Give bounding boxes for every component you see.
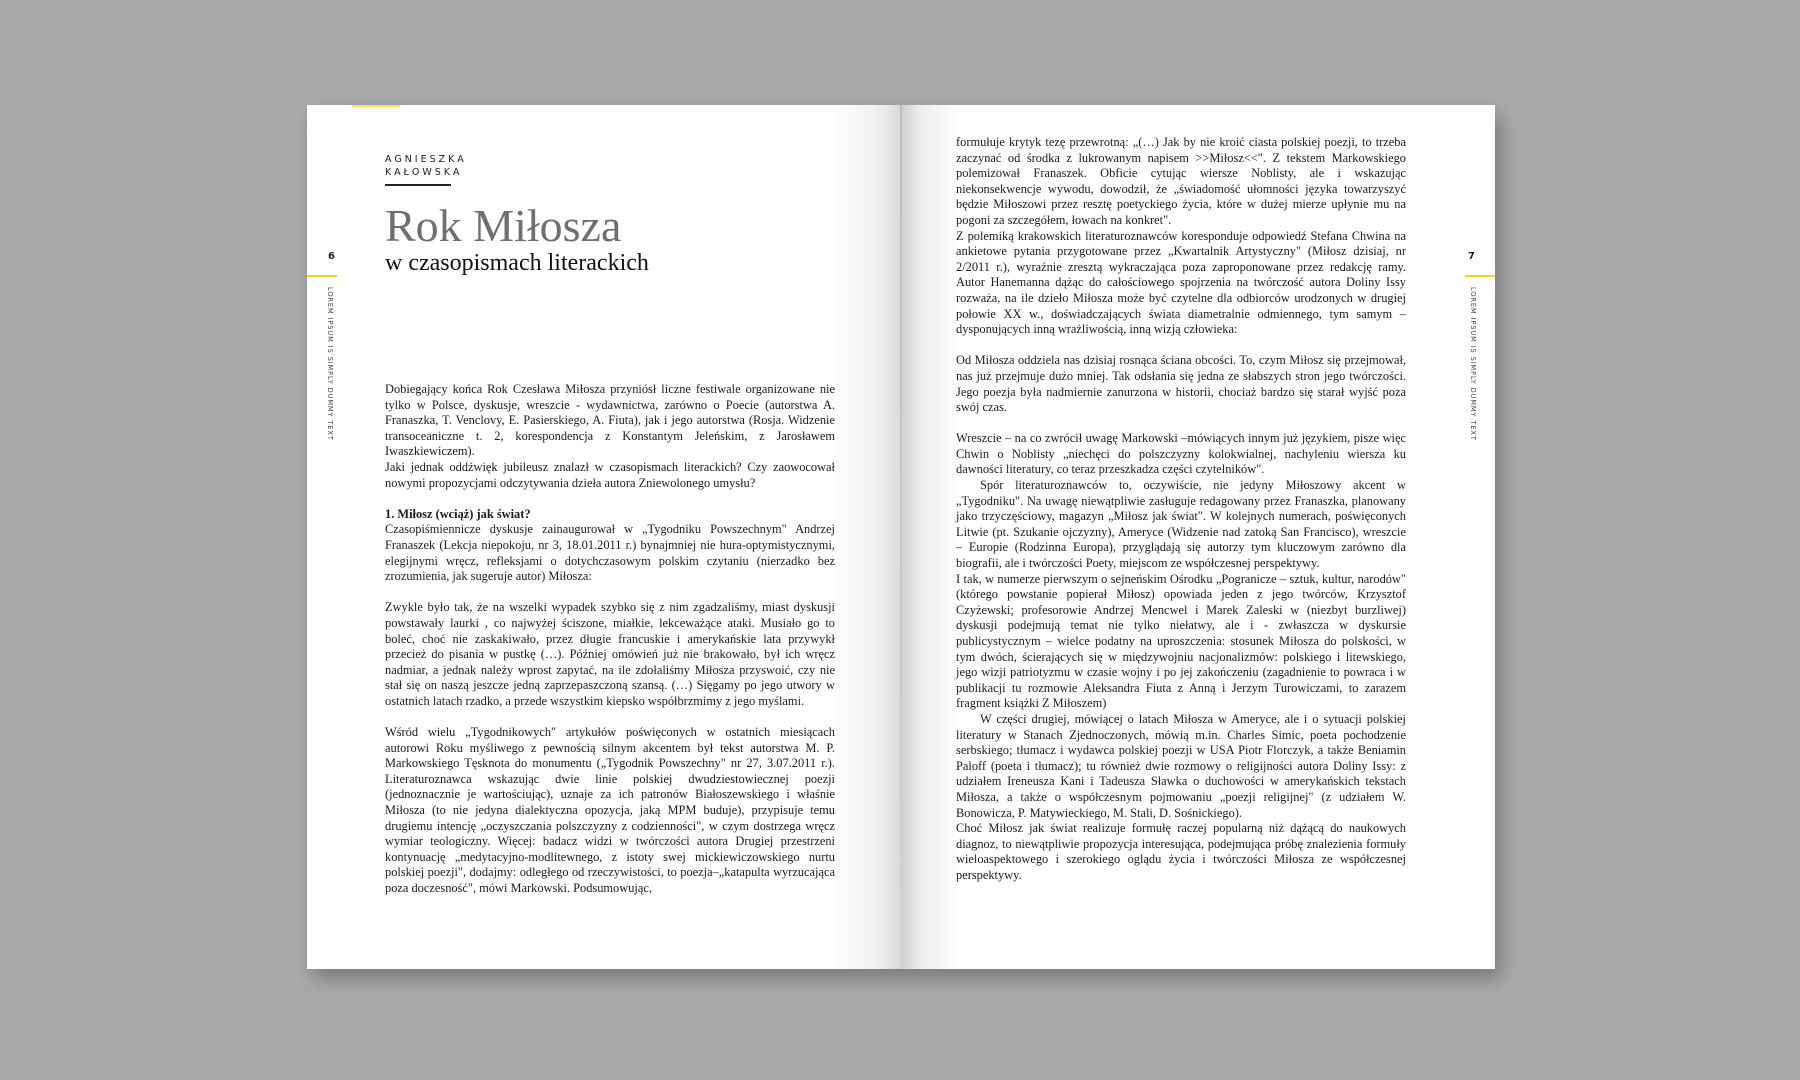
side-running-text-left: LOREM IPSUM IS SIMPLY DUMMY TEXT (326, 287, 334, 441)
right-page (901, 105, 1495, 969)
article-title: Rok Miłosza (385, 200, 622, 251)
section-heading: 1. Miłosz (wciąż) jak świat? (385, 506, 531, 521)
page-number-rule-right (1465, 275, 1495, 277)
quote-paragraph: Zwykle było tak, że na wszelki wypadek szybko się z nim zgadzaliśmy, miast dyskusji powstawały laurki , co najwyżej ściszone, miałkie, lekceważące ataki. Musiało go to boleć, choć nie zaskakiwało, przez długie francuskie i amerykańskie lata przywykł przecież do pisania w pustkę (…). Później omówień już nie brakowało, był ich wręcz nadmiar, a jednak należy wprost zapytać, na ile zdołaliśmy Miłosza przyswoić, czy nie stał się on naszą jeszcze jedną zaprzepaszczoną szansą. (…) Sięgamy po jego utwory w ostatnich latach rzadko, a przede wszystkim kiepsko współbrzmimy z jego myślami. (385, 600, 835, 708)
body-paragraph: Z polemiką krakowskich literaturoznawców koresponduje odpowiedź Stefana Chwina na ankietowe pytania przygotowane przez „Kwartalnik Artystyczny" (Miłosz dzisiaj, nr 2/2011 r.), wyraźnie zresztą wykraczająca poza zaproponowane przez redakcję ramy. Autor Hanemanna dążąc do całościowego spojrzenia na twórczość autora Doliny Issy rozważa, na ile dzieło Miłosza może być czytelne dla odbiorców urodzonych w drugiej połowie XX w., doświadczających świata diametralnie odmiennego, tym samym – dysponujących inną wrażliwością, inną wizją człowieka: (956, 228, 1406, 337)
side-running-text-right: LOREM IPSUM IS SIMPLY DUMMY TEXT (1469, 287, 1477, 441)
left-page (307, 105, 901, 969)
body-paragraph: Wreszcie – na co zwrócił uwagę Markowski –mówiących innym już językiem, pisze więc Chwin o Noblisty „niechęci do polszczyzny kolokwialnej, nachyleniu wiersza ku dawności literatury, co teraz przeszkadza części czytelników". (956, 431, 1406, 477)
page-number-left: 6 (328, 251, 335, 262)
body-paragraph: formułuje krytyk tezę przewrotną: „(…) Jak by nie kroić ciasta polskiej poezji, to trzeba zaczynać od środka z lukrowanym napisem >>Miłosz<<". Z tekstem Markowskiego polemizował Franaszek. Obficie cytując wiersze Noblisty, ale i wskazując niekonsekwencje wywodu, dowodził, że „świadomość ułomności języka towarzyszyć będzie Miłoszowi przez resztę poetyckiego życia, które w dużej mierze upłynie mu na pogoni za szczegółem, łowach na konkret". (956, 135, 1406, 227)
magazine-spread (307, 105, 1495, 969)
right-text-column (956, 135, 1406, 884)
article-subtitle: w czasopismach literackich (385, 250, 649, 276)
body-paragraph: Dobiegający końca Rok Czesława Miłosza przyniósł liczne festiwale organizowane nie tylko w Polsce, dyskusje, wreszcie - wydawnictwa, zarówno o Poecie (autorstwa A. Franaszka, T. Venclovy, E. Pasierskiego, A. Fiuta), jak i jego autorstwa (Rosja. Widzenie transoceaniczne t. 2, korespondencja z Konstantym Jeleńskim, z Jarosławem Iwaszkiewiczem). (385, 382, 835, 459)
author-last-name: KAŁOWSKA (385, 167, 463, 178)
body-paragraph: Czasopiśmiennicze dyskusje zainaugurował w „Tygodniku Powszechnym" Andrzej Franaszek (Lekcja niepokoju, nr 3, 18.01.2011 r.) bynajmniej nie hura-optymistycznymi, elegijnymi wręcz, refleksjami o dotychczasowym polskim czytaniu (nierzadko bez zrozumienia, jak sugeruje autor) Miłosza: (385, 522, 835, 584)
body-paragraph: Choć Miłosz jak świat realizuje formułę raczej popularną niż dążącą do naukowych diagnoz, to niewątpliwie propozycja interesująca, podejmująca próbę znalezienia formuły wieloaspektowego i szerokiego oglądu życia i twórczości Miłosza ze współczesnej perspektywy. (956, 821, 1406, 882)
body-paragraph: W części drugiej, mówiącej o latach Miłosza w Ameryce, ale i o sytuacji polskiej literatury w Stanach Zjednoczonych, mówią m.in. Charles Simic, poeta pochodzenie serbskiego; tłumacz i wydawca polskiej poezji w USA Piotr Florczyk, a także Beniamin Paloff (poeta i tłumacz); tu również dwie rozmowy o religijności autora Doliny Issy: z udziałem Ireneusza Kani i Tadeusza Sławka o duchowości w amerykańskich tekstach Miłosza, a także o współczesnym pojmowaniu „poezji religijnej" (z udziałem W. Bonowicza, P. Matywieckiego, M. Stali, D. Sośnickiego). (956, 711, 1406, 820)
body-paragraph: I tak, w numerze pierwszym o sejneńskim Ośrodku „Pogranicze – sztuk, kultur, narodów" (którego powstanie popierał Miłosz) opowiada jeden z jego twórców, Krzysztof Czyżewski; profesorowie Andrzej Mencwel i Marek Zaleski w (niezbyt burzliwej) dyskusji podejmują temat nie tylko niełatwy, ale i - zwłaszcza w dyskursie publicystycznym – wielce podatny na uproszczenia: stosunek Miłosza do polskości, w tym dwóch, ścierających się w międzywojniu nacjonalizmów: polskiego i litewskiego, jego wizji patriotyzmu w czasie wojny i po jej zakończeniu (zagadnienie to powraca i w publikacji tu rozmowie Aleksandra Fiuta z Anną i Jerzym Turowiczami, to zarazem fragment książki Z Miłoszem) (956, 571, 1406, 711)
body-paragraph: Wśród wielu „Tygodnikowych" artykułów poświęconych w ostatnich miesiącach autorowi Roku myśliwego z pewnością silnym akcentem był tekst autorstwa M. P. Markowskiego Tęsknota do monumentu („Tygodnik Powszechny" nr 27, 3.07.2011 r.). Literaturoznawca wskazując dwie linie polskiej dwudziestowiecznej poezji (jednoznacznie je wartościując), uznaje za ich patronów Białoszewskiego i właśnie Miłosza (to nie jedyna dialektyczna opozycja, jaką MPM buduje), przypisuje temu drugiemu intencję „oczyszczania polszczyzny z codzienności", w czym dostrzega wręcz wymiar teologiczny. Więcej: badacz widzi w twórczości autora Drugiej przestrzeni kontynuację „medytacyjno-modlitewnego, z istoty swej mickiewiczowskiego nurtu polskiej poezji", dodajmy: odległego od rzeczywistości, to poezja–„katapulta wyrzucająca poza doczesność", mówi Markowski. Podsumowując, (385, 725, 835, 895)
spine-gutter (900, 105, 902, 969)
left-text-column (385, 382, 835, 897)
body-paragraph: Spór literaturoznawców to, oczywiście, nie jedyny Miłoszowy akcent w „Tygodniku". Na uwagę niewątpliwie zasługuje redagowany przez Franaszka, planowany jako trzyczęściowy, magazyn „Miłosz jak świat". W kolejnych numerach, poświęconych Litwie (pt. Szukanie ojczyzny), Ameryce (Widzenie nad zatoką San Francisco), wreszcie – Europie (Rodzinna Europa), przyglądają się autorzy tym kluczowym zarówno dla biografii, ale i twórczości Poety, miejscom ze współczesnej perspektywy. (956, 478, 1406, 571)
top-accent-mark (352, 105, 400, 107)
author-first-name: AGNIESZKA (385, 154, 467, 165)
quote-paragraph: Od Miłosza oddziela nas dzisiaj rosnąca ściana obcości. To, czym Miłosz się przejmował, nas już przejmuje dużo mniej. Tak odsłania się jedna ze słabszych stron jego twórczości. Jego poezja była nadmiernie zanurzona w historii, chociaż bardzo się starał wyjść poza swój czas. (956, 353, 1406, 415)
body-paragraph: Jaki jednak oddźwięk jubileusz znalazł w czasopismach literackich? Czy zaowocował nowymi propozycjami odczytywania dzieła autora Zniewolonego umysłu? (385, 459, 835, 490)
page-number-right: 7 (1468, 251, 1475, 262)
page-number-rule-left (307, 275, 337, 277)
author-name (385, 153, 467, 186)
